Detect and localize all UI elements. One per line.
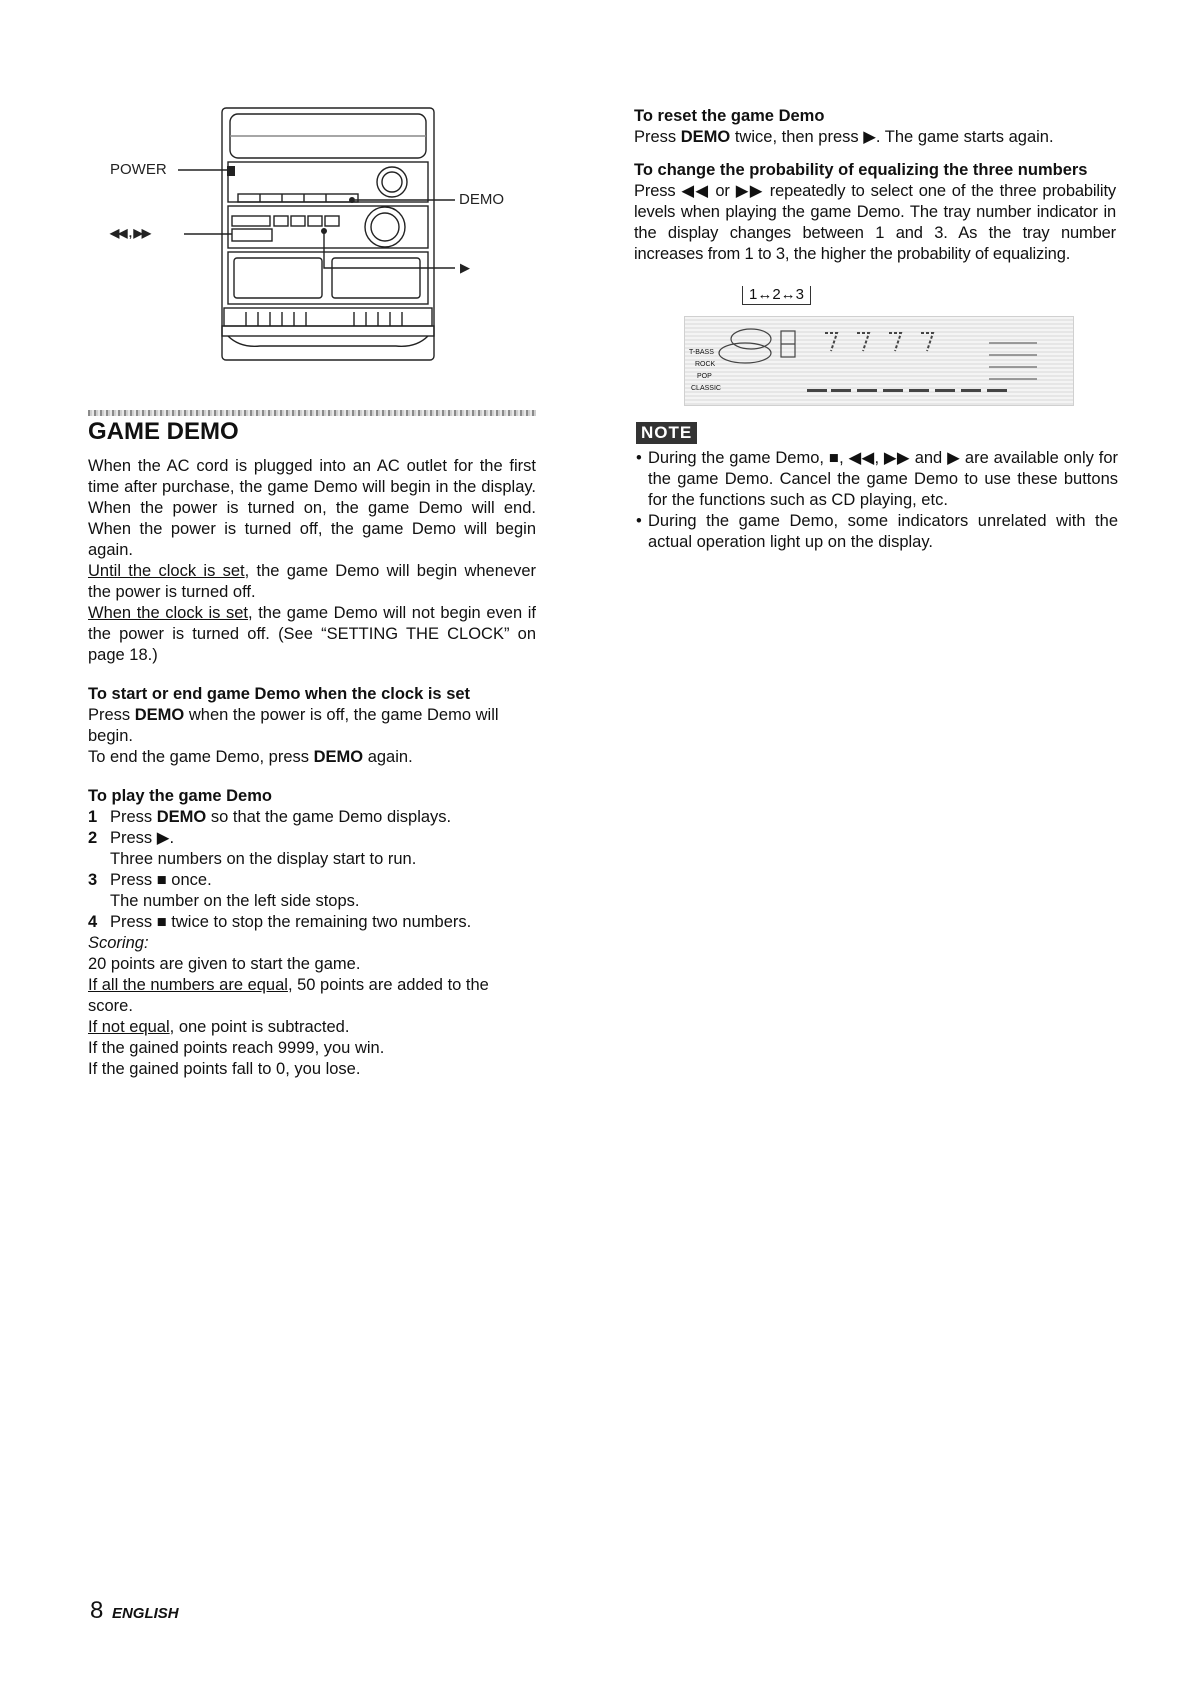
step-1 <box>88 807 536 828</box>
lcd-label-rock: ROCK <box>695 361 716 368</box>
step-number: 3 <box>88 871 98 889</box>
probability-heading: To change the probability of equalizing the three numbers <box>634 161 1088 179</box>
demo-key: DEMO <box>680 128 731 146</box>
step-number: 1 <box>88 808 98 826</box>
step-text: Press ▶. <box>110 829 175 847</box>
lcd-display <box>684 316 1074 406</box>
note-item <box>636 511 1118 553</box>
scoring-line-5: If the gained points fall to 0, you lose. <box>88 1060 361 1078</box>
intro-paragraph: When the AC cord is plugged into an AC outlet for the first time after purchase, the game Demo will begin in the display. When the power is turned on, the game Demo will end. When the power is turned off, the game Demo will begin again. <box>88 457 536 559</box>
reset-text <box>634 127 1116 148</box>
demo-key: DEMO <box>313 748 364 766</box>
scoring-condition: If all the numbers are equal <box>88 976 288 994</box>
start-end-line-2 <box>88 747 536 768</box>
start-end-text: when the power is off, the game Demo will begin. <box>88 706 499 745</box>
start-end-text: again. <box>363 748 413 766</box>
step-text: Press ■ twice to stop the remaining two numbers. <box>110 913 472 931</box>
reset-text-part: Press <box>634 128 681 146</box>
start-end-text: Press <box>88 706 135 724</box>
lcd-label-pop: POP <box>697 373 712 380</box>
note-item-text: During the game Demo, some indicators unrelated with the actual operation light up on the display. <box>648 512 1118 551</box>
when-clock-rest: , the game Demo will not begin even if the power is turned off. (See “SETTING THE CLOCK” on page 18.) <box>88 604 536 664</box>
reset-text-part: twice, then press ▶. The game starts again. <box>730 128 1054 146</box>
language-label: ENGLISH <box>111 1605 179 1622</box>
play-heading: To play the game Demo <box>88 787 272 805</box>
right-column <box>634 106 1116 265</box>
stereo-figure <box>110 100 560 370</box>
lcd-segments <box>685 317 1073 405</box>
probability-text: Press ◀◀ or ▶▶ repeatedly to select one of the three probability levels when playing the game Demo. The tray number indicator in the display changes between 1 and 3. As the tray number increases from 1 to 3, the higher the probability of equalizing. <box>634 182 1116 263</box>
intro-until-clock <box>88 561 536 603</box>
step-text-part: so that the game Demo displays. <box>206 808 452 826</box>
scoring-line-3 <box>88 1017 536 1038</box>
scoring-condition: If not equal <box>88 1018 170 1036</box>
step-number: 2 <box>88 829 98 847</box>
display-figure <box>684 286 1074 406</box>
demo-key: DEMO <box>134 706 185 724</box>
lcd-label-tbass: T-BASS <box>689 349 714 356</box>
note-item <box>636 448 1118 511</box>
power-label: POWER <box>110 161 167 178</box>
step-text-part: Press <box>110 808 157 826</box>
scoring-line-2 <box>88 975 536 1017</box>
game-demo-heading: GAME DEMO <box>88 418 239 445</box>
demo-key: DEMO <box>156 808 207 826</box>
left-column <box>88 418 536 1080</box>
step-2 <box>88 828 536 849</box>
start-end-text: To end the game Demo, press <box>88 748 314 766</box>
step-4 <box>88 912 536 933</box>
step-3 <box>88 870 536 891</box>
skip-buttons-label: ◀◀ , ▶▶ <box>110 226 150 240</box>
page-footer <box>90 1597 179 1624</box>
when-clock-phrase: When the clock is set <box>88 604 249 622</box>
scoring-line-4: If the gained points reach 9999, you win. <box>88 1039 385 1057</box>
until-clock-rest: , the game Demo will begin whenever the power is turned off. <box>88 562 536 601</box>
note-badge: NOTE <box>636 422 697 444</box>
start-end-heading: To start or end game Demo when the clock is set <box>88 685 471 703</box>
play-label: ▶ <box>460 260 470 275</box>
tray-cycle-label: 1↔2↔3 <box>742 286 811 305</box>
play-steps <box>88 807 536 933</box>
step-3-detail: The number on the left side stops. <box>110 892 360 910</box>
scoring-label: Scoring: <box>88 934 149 952</box>
page-number: 8 <box>90 1597 104 1624</box>
bullet: • <box>636 512 642 530</box>
demo-label: DEMO <box>459 191 504 208</box>
until-clock-phrase: Until the clock is set <box>88 562 245 580</box>
bullet: • <box>636 449 642 467</box>
scoring-result: , 50 points are added to the score. <box>88 976 489 1015</box>
scoring-line-1: 20 points are given to start the game. <box>88 955 361 973</box>
intro-when-clock <box>88 603 536 666</box>
scoring-result: , one point is subtracted. <box>169 1018 350 1036</box>
reset-heading: To reset the game Demo <box>634 107 825 125</box>
start-end-line-1 <box>88 705 536 747</box>
step-text <box>110 807 451 828</box>
section-divider <box>88 410 536 416</box>
note-item-text: During the game Demo, ■, ◀◀, ▶▶ and ▶ are available only for the game Demo. Cancel the game Demo to use these buttons for the functions such as CD playing, etc. <box>648 449 1118 509</box>
step-number: 4 <box>88 913 98 931</box>
lcd-label-classic: CLASSIC <box>691 385 721 392</box>
step-2-detail: Three numbers on the display start to run. <box>110 850 417 868</box>
stereo-unit-illustration <box>110 100 560 370</box>
note-list <box>636 448 1118 553</box>
step-text: Press ■ once. <box>110 871 212 889</box>
